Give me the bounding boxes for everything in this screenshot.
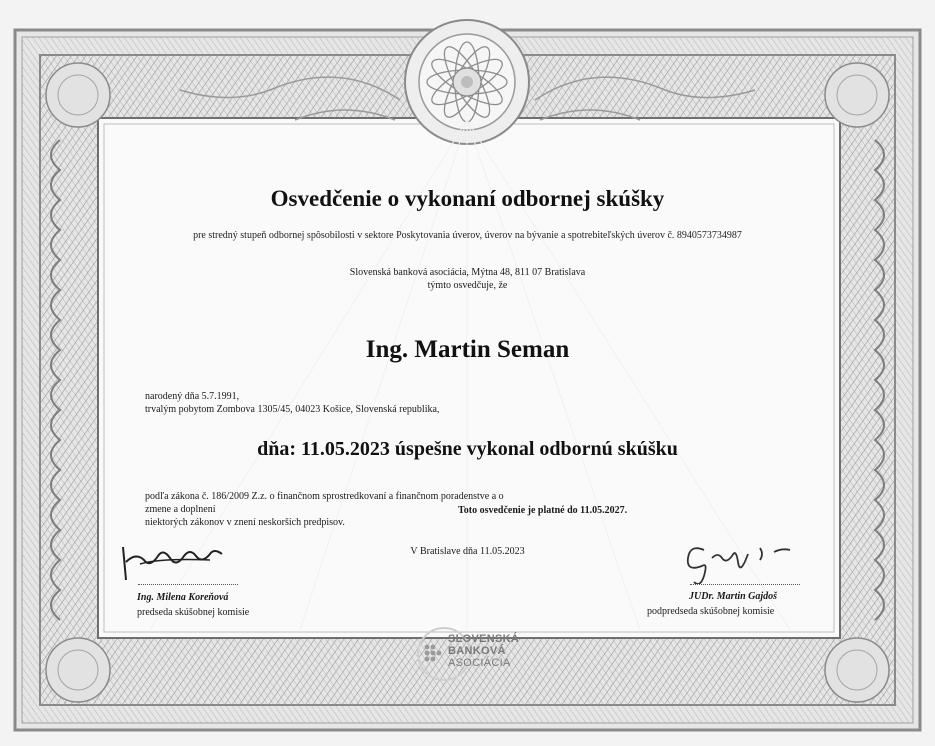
logo-wordmark [448, 633, 519, 669]
left-signature-line [138, 584, 238, 585]
logo-line-3: ASOCIÁCIA [448, 657, 511, 669]
certificate-subtitle: pre stredný stupeň odbornej spôsobilosti v sektore Poskytovania úverov, úverov na bývanie a spotrebiteľských úverov č. 8940573734987 [193, 230, 742, 241]
exam-statement: dňa: 11.05.2023 úspešne vykonal odbornú skúšku [257, 438, 678, 460]
issuer-address: Slovenská banková asociácia, Mýtna 48, 811 07 Bratislava [349, 267, 586, 278]
certificate-title: Osvedčenie o vykonaní odbornej skúšky [270, 186, 665, 211]
sba-logo [410, 620, 530, 690]
birth-date-line: narodený dňa 5.7.1991, [145, 391, 240, 402]
left-signatory-role: predseda skúšobnej komisie [137, 607, 250, 618]
left-signatory-name: Ing. Milena Koreňová [137, 592, 229, 603]
right-signature-line [690, 584, 800, 585]
issuer-statement: týmto osvedčuje, že [427, 280, 508, 291]
residence-line: trvalým pobytom Zombova 1305/45, 04023 Košice, Slovenská republika, [145, 404, 440, 415]
right-signature-graphic [682, 538, 802, 584]
law-reference [145, 490, 505, 529]
holder-name: Ing. Martin Seman [365, 336, 570, 363]
right-signatory-name: JUDr. Martin Gajdoš [689, 591, 778, 602]
law-line-2: niektorých zákonov v znení neskorších predpisov. [145, 517, 345, 528]
left-signature-graphic [118, 542, 228, 587]
right-signatory-role: podpredseda skúšobnej komisie [647, 606, 775, 617]
place-and-date: V Bratislave dňa 11.05.2023 [410, 546, 525, 557]
holder-details [145, 390, 439, 416]
law-line-1: podľa zákona č. 186/2009 Z.z. o finančnom sprostredkovaní a finančnom poradenstve a o zmene a doplnení [145, 491, 504, 515]
issuer-block [0, 266, 935, 292]
logo-line-2: BANKOVÁ [448, 645, 506, 657]
validity-statement: Toto osvedčenie je platné do 11.05.2027. [458, 505, 628, 516]
logo-line-1: SLOVENSKÁ [448, 633, 520, 645]
